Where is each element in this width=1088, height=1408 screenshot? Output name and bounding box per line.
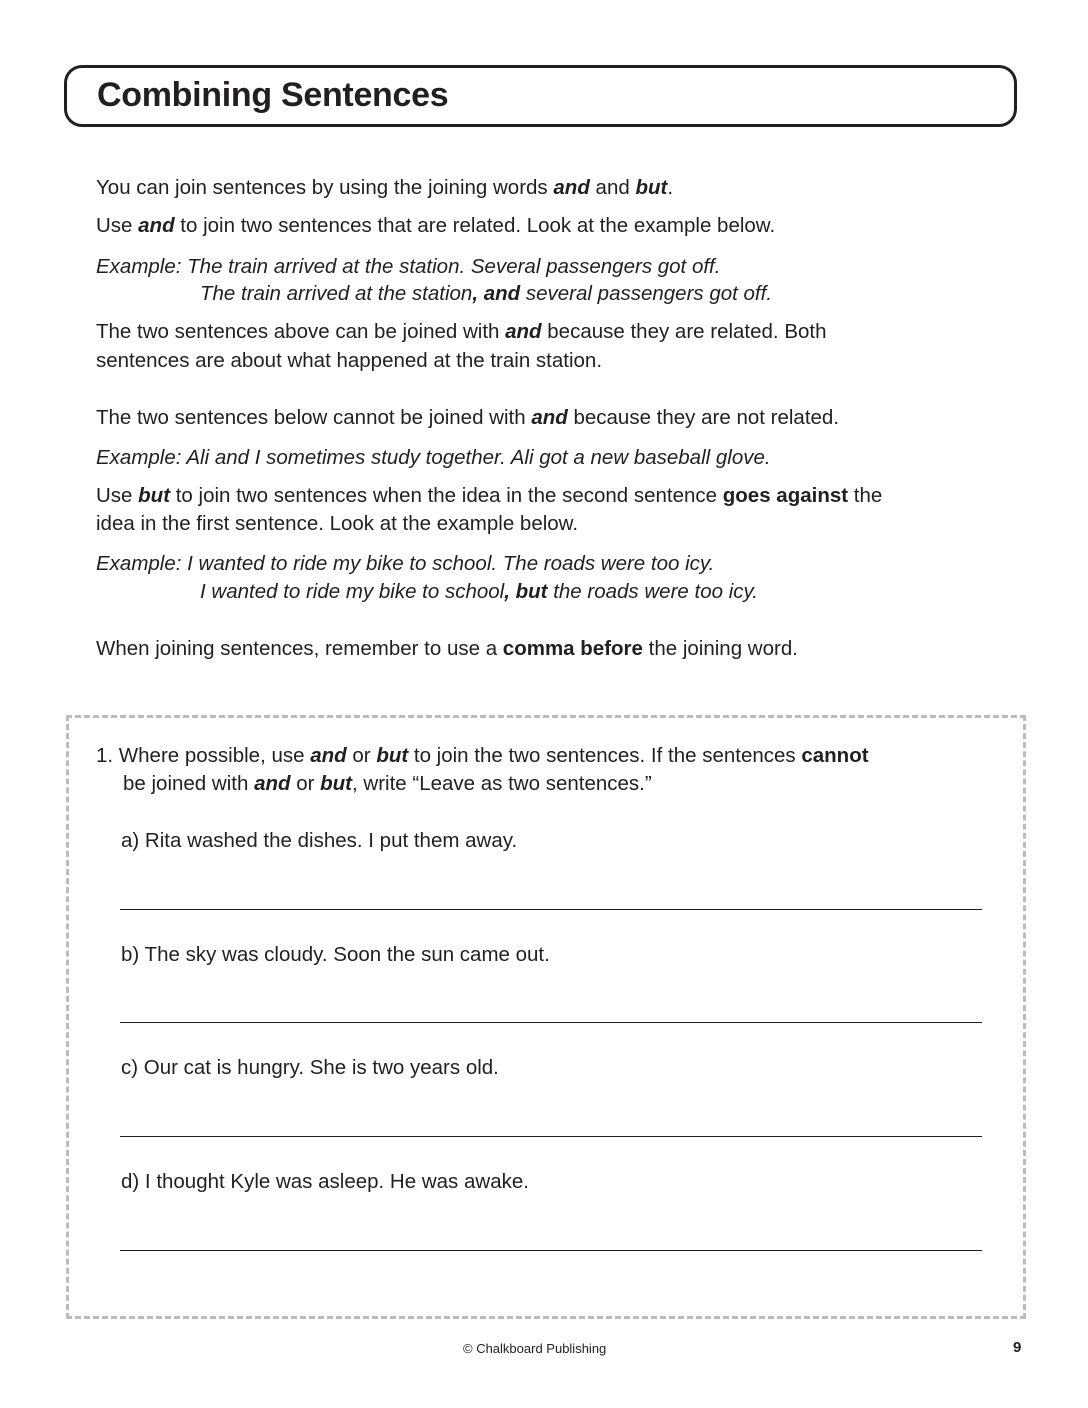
exercise-item-b: b) The sky was cloudy. Soon the sun came out. <box>121 943 550 966</box>
title-box <box>64 65 1017 127</box>
exercise-box <box>66 715 1026 1319</box>
answer-line-a[interactable] <box>120 909 982 910</box>
intro-paragraph-6: When joining sentences, remember to use a comma before the joining word. <box>96 637 798 660</box>
intro-paragraph-1: You can join sentences by using the joining words and and but. <box>96 176 674 199</box>
intro-paragraph-5-line-1: Use but to join two sentences when the idea in the second sentence goes against the <box>96 484 883 507</box>
intro-paragraph-3-line-1: The two sentences above can be joined with and because they are related. Both <box>96 320 827 343</box>
exercise-item-a: a) Rita washed the dishes. I put them away. <box>121 829 518 852</box>
exercise-item-c: c) Our cat is hungry. She is two years old. <box>121 1056 499 1079</box>
intro-paragraph-4: The two sentences below cannot be joined with and because they are not related. <box>96 406 840 429</box>
exercise-instruction-line-2: be joined with and or but, write “Leave as two sentences.” <box>123 772 652 795</box>
exercise-item-d: d) I thought Kyle was asleep. He was awake. <box>121 1170 529 1193</box>
answer-line-b[interactable] <box>120 1022 982 1023</box>
intro-paragraph-3-line-2: sentences are about what happened at the train station. <box>96 349 603 372</box>
example-1-original: Example: The train arrived at the station. Several passengers got off. <box>96 255 721 278</box>
example-1-combined: The train arrived at the station, and several passengers got off. <box>200 282 773 305</box>
page-number: 9 <box>1013 1339 1022 1356</box>
example-2: Example: Ali and I sometimes study together. Ali got a new baseball glove. <box>96 446 771 469</box>
example-3-original: Example: I wanted to ride my bike to school. The roads were too icy. <box>96 552 715 575</box>
footer-publisher: © Chalkboard Publishing <box>463 1341 607 1356</box>
answer-line-d[interactable] <box>120 1250 982 1251</box>
intro-paragraph-2: Use and to join two sentences that are related. Look at the example below. <box>96 214 776 237</box>
exercise-instruction-line-1: 1. Where possible, use and or but to join the two sentences. If the sentences cannot <box>96 744 869 767</box>
intro-paragraph-5-line-2: idea in the first sentence. Look at the example below. <box>96 512 579 535</box>
page-title: Combining Sentences <box>97 76 449 114</box>
answer-line-c[interactable] <box>120 1136 982 1137</box>
example-3-combined: I wanted to ride my bike to school, but the roads were too icy. <box>200 580 758 603</box>
